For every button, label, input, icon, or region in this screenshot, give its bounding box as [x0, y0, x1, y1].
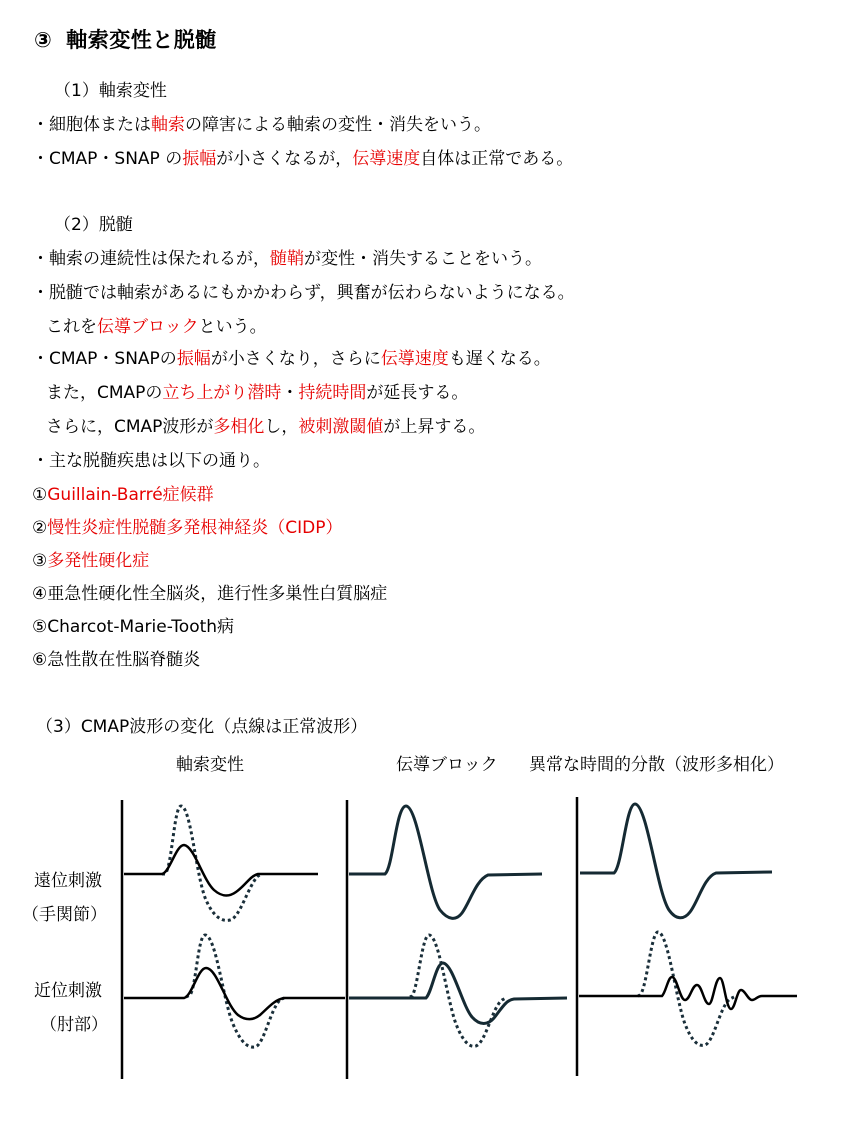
section-title-text: 軸索変性と脱髄 [66, 28, 217, 52]
section-number: ③ [34, 28, 53, 52]
text-segment: が変性・消失することをいう。 [304, 249, 542, 269]
highlighted-term: 軸索 [151, 115, 185, 135]
dispersion-proximal-wave [579, 977, 797, 1009]
text-segment: も遅くなる。 [448, 349, 551, 369]
axonal-distal-normal-wave [162, 806, 262, 920]
text-segment: ⑤Charcot-Marie-Tooth病 [32, 617, 235, 637]
text-segment: また，CMAPの [46, 383, 163, 403]
highlighted-term: 多発性硬化症 [47, 551, 150, 571]
axonal-distal-wave [124, 845, 318, 896]
text-segment: の障害による軸索の変性・消失をいう。 [185, 115, 491, 135]
text-segment: （3）CMAP波形の変化（点線は正常波形） [36, 717, 368, 737]
text-segment: 自体は正常である。 [420, 149, 574, 169]
highlighted-term: 伝導速度 [352, 149, 421, 169]
text-segment: ・脱髄では軸索があるにもかかわらず，興奮が伝わらないようになる。 [32, 283, 575, 303]
highlighted-term: 髄鞘 [270, 249, 304, 269]
axonal-proximal-normal-wave [186, 935, 284, 1047]
highlighted-term: 振幅 [176, 349, 211, 369]
text-segment: （1）軸索変性 [54, 81, 167, 101]
text-segment: ・CMAP・SNAPの [32, 349, 177, 369]
block-proximal-wave [349, 963, 567, 1024]
highlighted-term: 多相化 [213, 417, 265, 437]
dispersion-distal-wave [580, 804, 772, 918]
dispersion-proximal-normal-wave [638, 932, 734, 1045]
text-segment: ・主な脱髄疾患は以下の通り。 [32, 451, 270, 471]
text-segment: （2）脱髄 [54, 215, 133, 235]
text-segment: さらに，CMAP波形が [46, 417, 214, 437]
axonal-proximal-wave [124, 968, 345, 1019]
highlighted-term: 振幅 [182, 149, 217, 169]
text-segment: これを [46, 317, 97, 337]
text-segment: ② [32, 518, 48, 538]
text-segment: ・細胞体または [32, 115, 151, 135]
highlighted-term: Guillain-Barré症候群 [47, 485, 214, 505]
row-label-distal: 遠位刺激 [34, 871, 102, 891]
text-segment: ④亜急性硬化性全脳炎，進行性多巣性白質脳症 [32, 584, 388, 604]
text-segment: という。 [198, 317, 267, 337]
column-label-dispersion: 異常な時間的分散（波形多相化） [529, 755, 784, 775]
highlighted-term: 立ち上がり潜時 [162, 383, 282, 403]
highlighted-term: 被刺激閾値 [298, 417, 384, 437]
highlighted-term: 伝導速度 [380, 349, 449, 369]
row-label-distal-site: （手関節） [22, 905, 107, 925]
column-label-axonal: 軸索変性 [176, 755, 244, 775]
row-label-proximal-site: （肘部） [40, 1015, 108, 1035]
text-segment: し， [264, 417, 299, 437]
highlighted-term: 慢性炎症性脱髄多発根神経炎（CIDP） [47, 518, 343, 538]
text-segment: ③ [32, 551, 48, 571]
text-segment: ・軸索の連続性は保たれるが， [32, 249, 270, 269]
text-segment: ⑥急性散在性脳脊髄炎 [32, 650, 201, 670]
row-label-proximal: 近位刺激 [34, 981, 102, 1001]
text-segment: が小さくなるが， [216, 149, 353, 169]
block-distal-wave [349, 806, 542, 918]
text-segment: ① [32, 485, 48, 505]
highlighted-term: 持続時間 [298, 383, 367, 403]
text-segment: が小さくなり，さらに [210, 349, 381, 369]
text-segment: ・CMAP・SNAP の [32, 149, 183, 169]
column-label-block: 伝導ブロック [396, 755, 498, 775]
highlighted-term: 伝導ブロック [97, 317, 199, 337]
text-segment: ・ [281, 383, 299, 403]
text-segment: が上昇する。 [383, 417, 486, 437]
text-segment: が延長する。 [366, 383, 469, 403]
